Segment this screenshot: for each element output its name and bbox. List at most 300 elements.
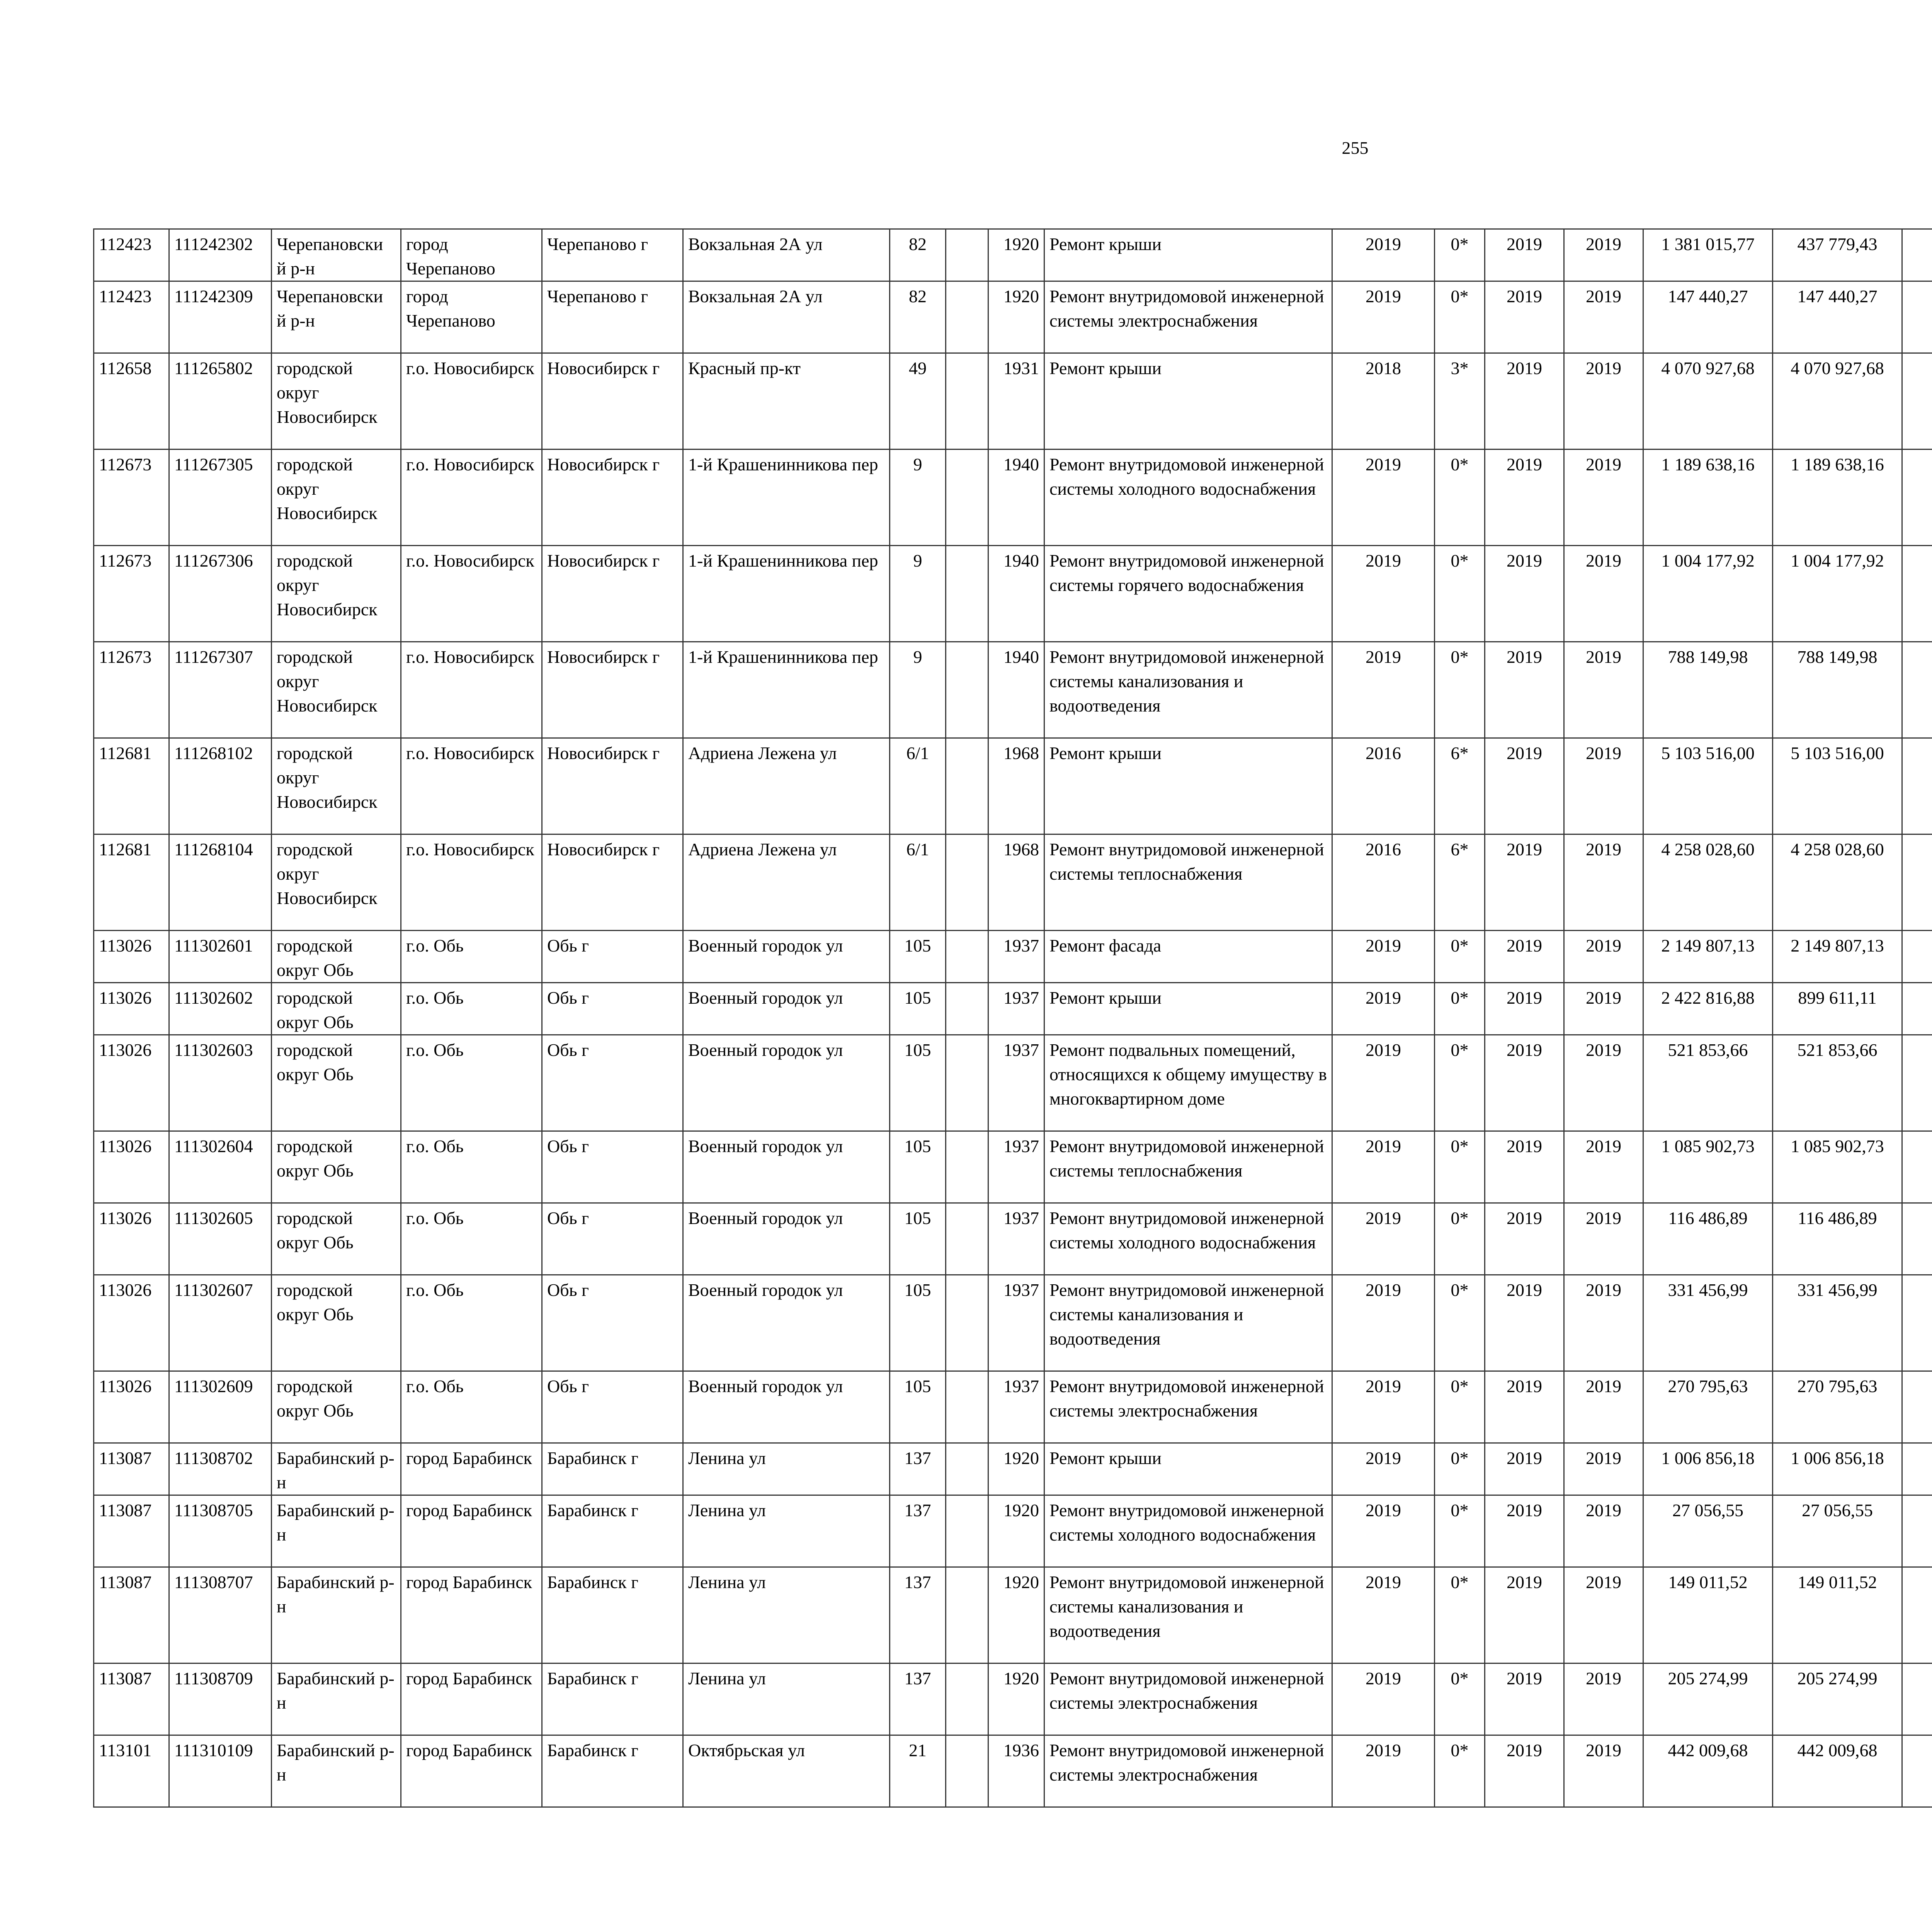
cell-building — [946, 281, 988, 353]
cell-house-id: 112681 — [94, 738, 169, 834]
cell-code: 6* — [1435, 738, 1485, 834]
cell-fund-amount: 521 853,66 — [1773, 1035, 1902, 1131]
cell-locality: Обь г — [542, 1035, 683, 1131]
table-row — [94, 1663, 1932, 1735]
cell-district: Барабинский р-н — [272, 1567, 401, 1663]
table-row — [94, 1203, 1932, 1275]
table-row — [94, 1735, 1932, 1807]
cell-fund-amount: 27 056,55 — [1773, 1495, 1902, 1567]
cell-total-cost: 521 853,66 — [1643, 1035, 1773, 1131]
cell-col-17 — [1902, 834, 1932, 931]
cell-building — [946, 229, 988, 281]
cell-fund-amount: 270 795,63 — [1773, 1371, 1902, 1443]
cell-municipality: г.о. Обь — [401, 1275, 542, 1371]
cell-total-cost: 27 056,55 — [1643, 1495, 1773, 1567]
cell-planned-year: 2019 — [1332, 1371, 1435, 1443]
table-row — [94, 1035, 1932, 1131]
cell-work-type: Ремонт внутридомовой инженерной системы холодного водоснабжения — [1044, 449, 1332, 546]
cell-planned-year: 2019 — [1332, 449, 1435, 546]
cell-street: 1-й Крашенинникова пер — [683, 449, 890, 546]
cell-fund-amount: 4 258 028,60 — [1773, 834, 1902, 931]
cell-start-year: 2019 — [1485, 1203, 1564, 1275]
cell-end-year: 2019 — [1564, 281, 1643, 353]
cell-end-year: 2019 — [1564, 931, 1643, 983]
cell-year-built: 1968 — [988, 738, 1044, 834]
cell-district: Черепановски й р-н — [272, 281, 401, 353]
cell-street: Вокзальная 2А ул — [683, 281, 890, 353]
cell-col-17 — [1902, 738, 1932, 834]
cell-work-id: 111267307 — [169, 642, 272, 738]
cell-house-id: 113087 — [94, 1495, 169, 1567]
cell-total-cost: 205 274,99 — [1643, 1663, 1773, 1735]
cell-start-year: 2019 — [1485, 281, 1564, 353]
cell-planned-year: 2018 — [1332, 353, 1435, 449]
table-row — [94, 1443, 1932, 1495]
cell-house-number: 49 — [890, 353, 946, 449]
cell-locality: Обь г — [542, 983, 683, 1035]
cell-end-year: 2019 — [1564, 1203, 1643, 1275]
cell-total-cost: 1 085 902,73 — [1643, 1131, 1773, 1203]
cell-total-cost: 149 011,52 — [1643, 1567, 1773, 1663]
cell-building — [946, 1371, 988, 1443]
cell-municipality: г.о. Обь — [401, 1371, 542, 1443]
cell-end-year: 2019 — [1564, 983, 1643, 1035]
cell-house-id: 112673 — [94, 449, 169, 546]
cell-street: Адриена Лежена ул — [683, 738, 890, 834]
cell-district: городской округ Обь — [272, 1035, 401, 1131]
cell-locality: Черепаново г — [542, 281, 683, 353]
cell-code: 0* — [1435, 229, 1485, 281]
table-row — [94, 1131, 1932, 1203]
cell-total-cost: 1 381 015,77 — [1643, 229, 1773, 281]
cell-code: 0* — [1435, 931, 1485, 983]
cell-street: 1-й Крашенинникова пер — [683, 546, 890, 642]
cell-locality: Обь г — [542, 931, 683, 983]
cell-work-id: 111302602 — [169, 983, 272, 1035]
cell-planned-year: 2016 — [1332, 834, 1435, 931]
cell-district: Барабинский р-н — [272, 1735, 401, 1807]
cell-work-id: 111302609 — [169, 1371, 272, 1443]
cell-locality: Барабинск г — [542, 1663, 683, 1735]
cell-locality: Новосибирск г — [542, 546, 683, 642]
cell-fund-amount: 149 011,52 — [1773, 1567, 1902, 1663]
cell-building — [946, 931, 988, 983]
cell-work-type: Ремонт крыши — [1044, 1443, 1332, 1495]
cell-fund-amount: 147 440,27 — [1773, 281, 1902, 353]
cell-street: Военный городок ул — [683, 1035, 890, 1131]
cell-municipality: город Барабинск — [401, 1735, 542, 1807]
cell-street: Ленина ул — [683, 1567, 890, 1663]
cell-work-type: Ремонт внутридомовой инженерной системы электроснабжения — [1044, 1371, 1332, 1443]
cell-year-built: 1968 — [988, 834, 1044, 931]
cell-total-cost: 1 006 856,18 — [1643, 1443, 1773, 1495]
cell-total-cost: 5 103 516,00 — [1643, 738, 1773, 834]
cell-col-17 — [1902, 931, 1932, 983]
cell-total-cost: 270 795,63 — [1643, 1371, 1773, 1443]
cell-work-type: Ремонт крыши — [1044, 353, 1332, 449]
cell-year-built: 1931 — [988, 353, 1044, 449]
cell-fund-amount: 116 486,89 — [1773, 1203, 1902, 1275]
cell-total-cost: 2 422 816,88 — [1643, 983, 1773, 1035]
cell-work-type: Ремонт внутридомовой инженерной системы электроснабжения — [1044, 1663, 1332, 1735]
cell-start-year: 2019 — [1485, 1495, 1564, 1567]
cell-house-id: 113026 — [94, 1275, 169, 1371]
cell-planned-year: 2019 — [1332, 1495, 1435, 1567]
cell-planned-year: 2019 — [1332, 1035, 1435, 1131]
cell-fund-amount: 205 274,99 — [1773, 1663, 1902, 1735]
cell-district: городской округ Новосибирск — [272, 449, 401, 546]
cell-house-number: 137 — [890, 1443, 946, 1495]
cell-building — [946, 1131, 988, 1203]
cell-work-type: Ремонт крыши — [1044, 983, 1332, 1035]
cell-start-year: 2019 — [1485, 931, 1564, 983]
cell-fund-amount: 1 085 902,73 — [1773, 1131, 1902, 1203]
cell-end-year: 2019 — [1564, 738, 1643, 834]
cell-work-id: 111302604 — [169, 1131, 272, 1203]
cell-municipality: г.о. Обь — [401, 1035, 542, 1131]
cell-work-id: 111308707 — [169, 1567, 272, 1663]
cell-fund-amount: 331 456,99 — [1773, 1275, 1902, 1371]
cell-district: городской округ Новосибирск — [272, 642, 401, 738]
cell-code: 0* — [1435, 449, 1485, 546]
cell-work-type: Ремонт внутридомовой инженерной системы канализования и водоотведения — [1044, 642, 1332, 738]
cell-start-year: 2019 — [1485, 1131, 1564, 1203]
cell-house-number: 105 — [890, 1275, 946, 1371]
cell-house-number: 105 — [890, 1371, 946, 1443]
cell-end-year: 2019 — [1564, 1443, 1643, 1495]
cell-house-number: 105 — [890, 1035, 946, 1131]
cell-building — [946, 1035, 988, 1131]
cell-end-year: 2019 — [1564, 1567, 1643, 1663]
table-row — [94, 229, 1932, 281]
cell-planned-year: 2019 — [1332, 1131, 1435, 1203]
cell-street: Военный городок ул — [683, 1371, 890, 1443]
cell-house-id: 113026 — [94, 1371, 169, 1443]
cell-work-type: Ремонт внутридомовой инженерной системы теплоснабжения — [1044, 1131, 1332, 1203]
table-row — [94, 1275, 1932, 1371]
table-row — [94, 983, 1932, 1035]
cell-end-year: 2019 — [1564, 642, 1643, 738]
cell-year-built: 1937 — [988, 983, 1044, 1035]
cell-municipality: г.о. Обь — [401, 983, 542, 1035]
table-row — [94, 353, 1932, 449]
cell-district: городской округ Обь — [272, 1371, 401, 1443]
cell-house-id: 113087 — [94, 1443, 169, 1495]
cell-street: Ленина ул — [683, 1443, 890, 1495]
cell-total-cost: 116 486,89 — [1643, 1203, 1773, 1275]
cell-street: Адриена Лежена ул — [683, 834, 890, 931]
cell-house-id: 112673 — [94, 546, 169, 642]
cell-start-year: 2019 — [1485, 1443, 1564, 1495]
cell-district: городской округ Новосибирск — [272, 353, 401, 449]
cell-street: Военный городок ул — [683, 931, 890, 983]
cell-house-number: 82 — [890, 229, 946, 281]
cell-house-number: 105 — [890, 983, 946, 1035]
cell-planned-year: 2019 — [1332, 642, 1435, 738]
cell-col-17 — [1902, 642, 1932, 738]
cell-fund-amount: 4 070 927,68 — [1773, 353, 1902, 449]
cell-col-17 — [1902, 1567, 1932, 1663]
cell-locality: Барабинск г — [542, 1735, 683, 1807]
cell-building — [946, 1663, 988, 1735]
cell-work-id: 111242302 — [169, 229, 272, 281]
cell-year-built: 1920 — [988, 1495, 1044, 1567]
cell-house-id: 113087 — [94, 1567, 169, 1663]
cell-col-17 — [1902, 1035, 1932, 1131]
cell-total-cost: 1 004 177,92 — [1643, 546, 1773, 642]
cell-work-type: Ремонт внутридомовой инженерной системы электроснабжения — [1044, 281, 1332, 353]
cell-col-17 — [1902, 546, 1932, 642]
repair-register-table — [93, 228, 1932, 1808]
cell-year-built: 1920 — [988, 1663, 1044, 1735]
cell-street: Красный пр-кт — [683, 353, 890, 449]
cell-work-type: Ремонт внутридомовой инженерной системы теплоснабжения — [1044, 834, 1332, 931]
cell-year-built: 1920 — [988, 229, 1044, 281]
cell-year-built: 1937 — [988, 1275, 1044, 1371]
cell-work-type: Ремонт подвальных помещений, относящихся к общему имуществу в многоквартирном доме — [1044, 1035, 1332, 1131]
cell-house-id: 112423 — [94, 281, 169, 353]
cell-municipality: г.о. Новосибирск — [401, 353, 542, 449]
cell-work-type: Ремонт крыши — [1044, 229, 1332, 281]
cell-house-number: 137 — [890, 1663, 946, 1735]
cell-locality: Новосибирск г — [542, 834, 683, 931]
cell-year-built: 1920 — [988, 1443, 1044, 1495]
cell-building — [946, 353, 988, 449]
cell-street: Военный городок ул — [683, 1131, 890, 1203]
cell-end-year: 2019 — [1564, 1663, 1643, 1735]
cell-year-built: 1937 — [988, 1131, 1044, 1203]
table-row — [94, 642, 1932, 738]
cell-end-year: 2019 — [1564, 546, 1643, 642]
cell-total-cost: 442 009,68 — [1643, 1735, 1773, 1807]
cell-planned-year: 2019 — [1332, 1443, 1435, 1495]
cell-start-year: 2019 — [1485, 353, 1564, 449]
cell-house-number: 137 — [890, 1495, 946, 1567]
cell-locality: Новосибирск г — [542, 449, 683, 546]
cell-building — [946, 834, 988, 931]
cell-municipality: г.о. Обь — [401, 1131, 542, 1203]
cell-house-number: 137 — [890, 1567, 946, 1663]
cell-district: городской округ Обь — [272, 983, 401, 1035]
cell-col-17 — [1902, 1203, 1932, 1275]
table-row — [94, 931, 1932, 983]
table-row — [94, 1371, 1932, 1443]
cell-year-built: 1940 — [988, 449, 1044, 546]
cell-end-year: 2019 — [1564, 834, 1643, 931]
table-row — [94, 1495, 1932, 1567]
cell-col-17 — [1902, 229, 1932, 281]
cell-code: 0* — [1435, 1203, 1485, 1275]
cell-fund-amount: 442 009,68 — [1773, 1735, 1902, 1807]
cell-locality: Барабинск г — [542, 1495, 683, 1567]
cell-locality: Новосибирск г — [542, 353, 683, 449]
cell-municipality: г.о. Новосибирск — [401, 546, 542, 642]
cell-work-id: 111268104 — [169, 834, 272, 931]
cell-fund-amount: 899 611,11 — [1773, 983, 1902, 1035]
cell-work-id: 111308709 — [169, 1663, 272, 1735]
cell-street: Вокзальная 2А ул — [683, 229, 890, 281]
cell-house-id: 113026 — [94, 983, 169, 1035]
cell-building — [946, 1275, 988, 1371]
cell-start-year: 2019 — [1485, 983, 1564, 1035]
cell-municipality: г.о. Новосибирск — [401, 738, 542, 834]
cell-end-year: 2019 — [1564, 449, 1643, 546]
cell-building — [946, 642, 988, 738]
cell-year-built: 1937 — [988, 1203, 1044, 1275]
cell-code: 0* — [1435, 1131, 1485, 1203]
cell-locality: Обь г — [542, 1131, 683, 1203]
cell-code: 0* — [1435, 1567, 1485, 1663]
cell-start-year: 2019 — [1485, 738, 1564, 834]
cell-municipality: город Барабинск — [401, 1495, 542, 1567]
cell-district: городской округ Новосибирск — [272, 546, 401, 642]
cell-total-cost: 4 070 927,68 — [1643, 353, 1773, 449]
cell-work-type: Ремонт внутридомовой инженерной системы канализования и водоотведения — [1044, 1567, 1332, 1663]
cell-district: городской округ Обь — [272, 1275, 401, 1371]
cell-year-built: 1936 — [988, 1735, 1044, 1807]
cell-building — [946, 1495, 988, 1567]
cell-planned-year: 2019 — [1332, 281, 1435, 353]
cell-house-id: 112423 — [94, 229, 169, 281]
cell-work-id: 111310109 — [169, 1735, 272, 1807]
cell-end-year: 2019 — [1564, 1495, 1643, 1567]
cell-start-year: 2019 — [1485, 1567, 1564, 1663]
cell-building — [946, 1203, 988, 1275]
cell-start-year: 2019 — [1485, 1371, 1564, 1443]
cell-work-type: Ремонт крыши — [1044, 738, 1332, 834]
cell-year-built: 1920 — [988, 281, 1044, 353]
cell-start-year: 2019 — [1485, 1663, 1564, 1735]
cell-house-id: 113026 — [94, 1035, 169, 1131]
cell-locality: Черепаново г — [542, 229, 683, 281]
cell-col-17 — [1902, 1495, 1932, 1567]
cell-fund-amount: 1 189 638,16 — [1773, 449, 1902, 546]
cell-work-id: 111268102 — [169, 738, 272, 834]
cell-planned-year: 2019 — [1332, 1567, 1435, 1663]
cell-col-17 — [1902, 1663, 1932, 1735]
cell-building — [946, 1735, 988, 1807]
cell-planned-year: 2019 — [1332, 1275, 1435, 1371]
cell-code: 0* — [1435, 1035, 1485, 1131]
cell-total-cost: 1 189 638,16 — [1643, 449, 1773, 546]
table-row — [94, 449, 1932, 546]
cell-building — [946, 1567, 988, 1663]
cell-year-built: 1937 — [988, 1035, 1044, 1131]
cell-work-type: Ремонт внутридомовой инженерной системы холодного водоснабжения — [1044, 1495, 1332, 1567]
cell-district: Барабинский р-н — [272, 1443, 401, 1495]
cell-work-type: Ремонт внутридомовой инженерной системы горячего водоснабжения — [1044, 546, 1332, 642]
cell-street: Военный городок ул — [683, 1275, 890, 1371]
cell-house-number: 9 — [890, 546, 946, 642]
cell-house-number: 105 — [890, 1131, 946, 1203]
cell-district: Барабинский р-н — [272, 1663, 401, 1735]
cell-planned-year: 2019 — [1332, 931, 1435, 983]
cell-building — [946, 449, 988, 546]
cell-code: 0* — [1435, 1663, 1485, 1735]
cell-fund-amount: 2 149 807,13 — [1773, 931, 1902, 983]
cell-street: 1-й Крашенинникова пер — [683, 642, 890, 738]
cell-house-id: 113087 — [94, 1663, 169, 1735]
cell-planned-year: 2019 — [1332, 1735, 1435, 1807]
cell-planned-year: 2019 — [1332, 229, 1435, 281]
cell-col-17 — [1902, 353, 1932, 449]
cell-house-number: 9 — [890, 642, 946, 738]
cell-work-type: Ремонт внутридомовой инженерной системы холодного водоснабжения — [1044, 1203, 1332, 1275]
cell-total-cost: 147 440,27 — [1643, 281, 1773, 353]
table-row — [94, 834, 1932, 931]
cell-end-year: 2019 — [1564, 229, 1643, 281]
cell-building — [946, 983, 988, 1035]
cell-end-year: 2019 — [1564, 1275, 1643, 1371]
cell-fund-amount: 1 004 177,92 — [1773, 546, 1902, 642]
cell-work-id: 111267305 — [169, 449, 272, 546]
cell-work-id: 111302603 — [169, 1035, 272, 1131]
cell-work-type: Ремонт внутридомовой инженерной системы канализования и водоотведения — [1044, 1275, 1332, 1371]
cell-municipality: город Черепаново — [401, 229, 542, 281]
cell-municipality: город Барабинск — [401, 1443, 542, 1495]
cell-code: 0* — [1435, 546, 1485, 642]
cell-work-id: 111265802 — [169, 353, 272, 449]
cell-code: 0* — [1435, 1735, 1485, 1807]
cell-planned-year: 2019 — [1332, 983, 1435, 1035]
cell-locality: Обь г — [542, 1203, 683, 1275]
cell-end-year: 2019 — [1564, 1735, 1643, 1807]
cell-year-built: 1940 — [988, 546, 1044, 642]
cell-work-id: 111302605 — [169, 1203, 272, 1275]
table-row — [94, 546, 1932, 642]
cell-house-number: 105 — [890, 1203, 946, 1275]
cell-code: 6* — [1435, 834, 1485, 931]
cell-district: городской округ Обь — [272, 931, 401, 983]
cell-district: городской округ Новосибирск — [272, 834, 401, 931]
cell-work-id: 111308702 — [169, 1443, 272, 1495]
cell-street: Ленина ул — [683, 1495, 890, 1567]
cell-locality: Обь г — [542, 1371, 683, 1443]
cell-year-built: 1940 — [988, 642, 1044, 738]
cell-fund-amount: 1 006 856,18 — [1773, 1443, 1902, 1495]
cell-total-cost: 4 258 028,60 — [1643, 834, 1773, 931]
cell-start-year: 2019 — [1485, 229, 1564, 281]
cell-work-type: Ремонт внутридомовой инженерной системы электроснабжения — [1044, 1735, 1332, 1807]
cell-work-id: 111267306 — [169, 546, 272, 642]
cell-planned-year: 2016 — [1332, 738, 1435, 834]
cell-col-17 — [1902, 1371, 1932, 1443]
cell-work-type: Ремонт фасада — [1044, 931, 1332, 983]
cell-code: 0* — [1435, 983, 1485, 1035]
cell-house-id: 112673 — [94, 642, 169, 738]
cell-locality: Новосибирск г — [542, 738, 683, 834]
cell-house-id: 112681 — [94, 834, 169, 931]
cell-year-built: 1920 — [988, 1567, 1044, 1663]
cell-col-17 — [1902, 1735, 1932, 1807]
cell-code: 0* — [1435, 1443, 1485, 1495]
cell-col-17 — [1902, 1443, 1932, 1495]
cell-street: Ленина ул — [683, 1663, 890, 1735]
cell-end-year: 2019 — [1564, 353, 1643, 449]
cell-district: Барабинский р-н — [272, 1495, 401, 1567]
cell-locality: Новосибирск г — [542, 642, 683, 738]
cell-start-year: 2019 — [1485, 1035, 1564, 1131]
cell-total-cost: 2 149 807,13 — [1643, 931, 1773, 983]
cell-street: Военный городок ул — [683, 983, 890, 1035]
cell-col-17 — [1902, 1131, 1932, 1203]
cell-work-id: 111242309 — [169, 281, 272, 353]
page-number: 255 — [1342, 138, 1369, 158]
cell-house-number: 6/1 — [890, 834, 946, 931]
cell-municipality: город Черепаново — [401, 281, 542, 353]
cell-start-year: 2019 — [1485, 834, 1564, 931]
cell-col-17 — [1902, 1275, 1932, 1371]
